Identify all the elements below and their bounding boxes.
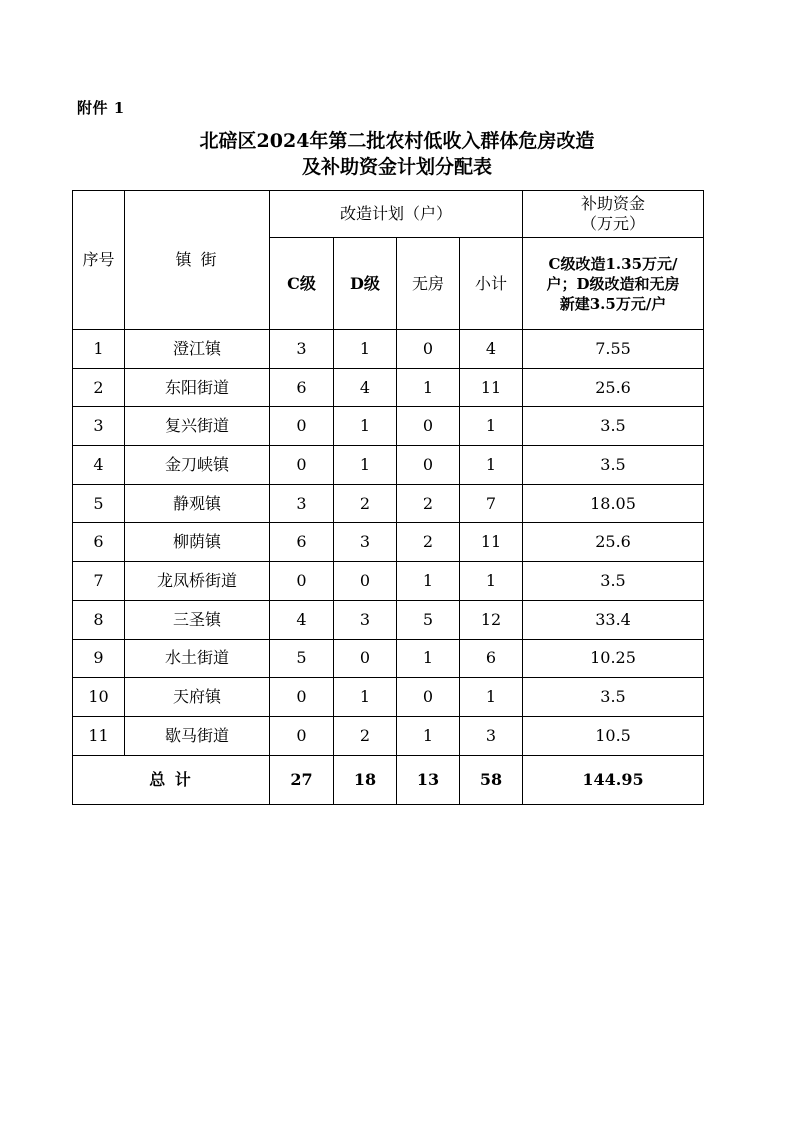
cell-d: 2 xyxy=(334,716,397,755)
cell-d: 0 xyxy=(334,639,397,678)
cell-d: 4 xyxy=(334,368,397,407)
allocation-table xyxy=(72,190,704,805)
cell-d: 1 xyxy=(334,330,397,369)
cell-town: 水土街道 xyxy=(125,639,270,678)
cell-seq: 6 xyxy=(73,523,125,562)
cell-seq: 4 xyxy=(73,446,125,485)
cell-town: 澄江镇 xyxy=(125,330,270,369)
cell-no-house: 0 xyxy=(397,446,460,485)
header-d-level: D级 xyxy=(334,238,397,330)
cell-subtotal: 1 xyxy=(460,678,523,717)
cell-no-house: 2 xyxy=(397,484,460,523)
cell-no-house: 1 xyxy=(397,562,460,601)
header-subsidy xyxy=(523,191,704,238)
subsidy-note-line1: C级改造1.35万元/ xyxy=(548,254,678,273)
cell-no-house: 0 xyxy=(397,330,460,369)
cell-subtotal: 11 xyxy=(460,523,523,562)
cell-c: 5 xyxy=(270,639,334,678)
total-d: 18 xyxy=(334,755,397,804)
cell-c: 4 xyxy=(270,600,334,639)
header-seq: 序号 xyxy=(73,191,125,330)
cell-funds: 10.25 xyxy=(523,639,704,678)
cell-c: 0 xyxy=(270,407,334,446)
total-subtotal: 58 xyxy=(460,755,523,804)
cell-no-house: 1 xyxy=(397,716,460,755)
cell-d: 1 xyxy=(334,446,397,485)
cell-town: 天府镇 xyxy=(125,678,270,717)
table-row xyxy=(73,523,704,562)
total-c: 27 xyxy=(270,755,334,804)
table-row xyxy=(73,484,704,523)
header-subsidy-line1: 补助资金 xyxy=(581,194,646,213)
cell-town: 柳荫镇 xyxy=(125,523,270,562)
subsidy-note-line2: 户；D级改造和无房 xyxy=(546,274,680,293)
cell-funds: 25.6 xyxy=(523,523,704,562)
cell-seq: 2 xyxy=(73,368,125,407)
cell-c: 6 xyxy=(270,523,334,562)
cell-town: 龙凤桥街道 xyxy=(125,562,270,601)
cell-d: 2 xyxy=(334,484,397,523)
header-subsidy-note xyxy=(523,238,704,330)
cell-c: 3 xyxy=(270,484,334,523)
subsidy-note-line3: 新建3.5万元/户 xyxy=(559,294,667,313)
header-no-house: 无房 xyxy=(397,238,460,330)
cell-funds: 3.5 xyxy=(523,562,704,601)
cell-town: 东阳街道 xyxy=(125,368,270,407)
cell-subtotal: 1 xyxy=(460,562,523,601)
cell-no-house: 0 xyxy=(397,678,460,717)
cell-c: 0 xyxy=(270,562,334,601)
cell-town: 金刀峡镇 xyxy=(125,446,270,485)
cell-town: 静观镇 xyxy=(125,484,270,523)
cell-seq: 9 xyxy=(73,639,125,678)
cell-subtotal: 4 xyxy=(460,330,523,369)
cell-seq: 5 xyxy=(73,484,125,523)
cell-d: 3 xyxy=(334,600,397,639)
cell-funds: 3.5 xyxy=(523,407,704,446)
cell-funds: 3.5 xyxy=(523,446,704,485)
table-row xyxy=(73,368,704,407)
cell-no-house: 0 xyxy=(397,407,460,446)
cell-d: 1 xyxy=(334,407,397,446)
cell-funds: 10.5 xyxy=(523,716,704,755)
table-row xyxy=(73,678,704,717)
table-row xyxy=(73,716,704,755)
cell-subtotal: 1 xyxy=(460,407,523,446)
cell-c: 0 xyxy=(270,446,334,485)
cell-funds: 33.4 xyxy=(523,600,704,639)
cell-no-house: 5 xyxy=(397,600,460,639)
header-subtotal: 小计 xyxy=(460,238,523,330)
page-subtitle: 及补助资金计划分配表 xyxy=(301,156,492,178)
cell-subtotal: 6 xyxy=(460,639,523,678)
cell-no-house: 1 xyxy=(397,368,460,407)
cell-no-house: 1 xyxy=(397,639,460,678)
cell-seq: 8 xyxy=(73,600,125,639)
cell-seq: 3 xyxy=(73,407,125,446)
cell-funds: 3.5 xyxy=(523,678,704,717)
header-c-level: C级 xyxy=(270,238,334,330)
total-label: 总 计 xyxy=(73,755,270,804)
table-row xyxy=(73,330,704,369)
table-row xyxy=(73,600,704,639)
cell-subtotal: 12 xyxy=(460,600,523,639)
header-town: 镇 街 xyxy=(125,191,270,330)
cell-c: 6 xyxy=(270,368,334,407)
cell-funds: 25.6 xyxy=(523,368,704,407)
table-row xyxy=(73,446,704,485)
cell-c: 3 xyxy=(270,330,334,369)
cell-subtotal: 11 xyxy=(460,368,523,407)
cell-d: 3 xyxy=(334,523,397,562)
cell-funds: 18.05 xyxy=(523,484,704,523)
cell-town: 复兴街道 xyxy=(125,407,270,446)
total-funds: 144.95 xyxy=(523,755,704,804)
header-plan: 改造计划（户） xyxy=(270,191,523,238)
table-row xyxy=(73,562,704,601)
page-title: 北碚区2024年第二批农村低收入群体危房改造 xyxy=(199,130,595,152)
cell-subtotal: 7 xyxy=(460,484,523,523)
cell-town: 三圣镇 xyxy=(125,600,270,639)
table-row xyxy=(73,639,704,678)
cell-funds: 7.55 xyxy=(523,330,704,369)
cell-subtotal: 3 xyxy=(460,716,523,755)
attachment-label: 附件 1 xyxy=(77,99,125,117)
cell-c: 0 xyxy=(270,716,334,755)
header-row-1 xyxy=(73,191,704,238)
cell-seq: 7 xyxy=(73,562,125,601)
cell-d: 1 xyxy=(334,678,397,717)
cell-subtotal: 1 xyxy=(460,446,523,485)
cell-c: 0 xyxy=(270,678,334,717)
cell-seq: 1 xyxy=(73,330,125,369)
total-no-house: 13 xyxy=(397,755,460,804)
cell-seq: 10 xyxy=(73,678,125,717)
cell-d: 0 xyxy=(334,562,397,601)
cell-no-house: 2 xyxy=(397,523,460,562)
cell-town: 歇马街道 xyxy=(125,716,270,755)
header-subsidy-line2: （万元） xyxy=(581,214,646,233)
cell-seq: 11 xyxy=(73,716,125,755)
table-row xyxy=(73,407,704,446)
total-row xyxy=(73,755,704,804)
